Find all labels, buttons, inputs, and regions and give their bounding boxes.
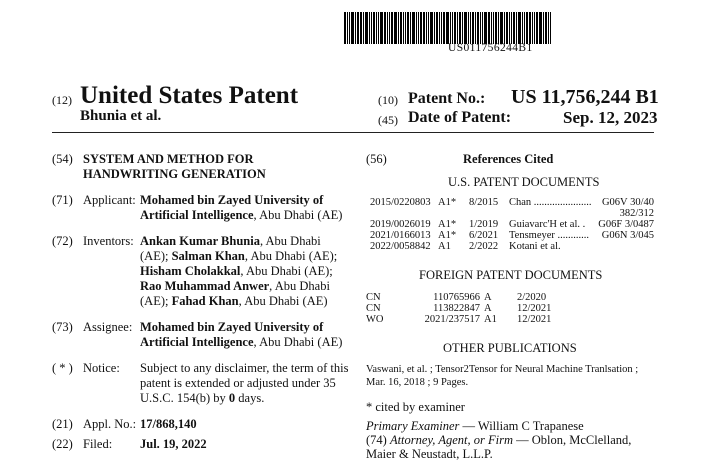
- primary-examiner: Primary Examiner — William C Trapanese: [366, 419, 584, 433]
- us-ref-cls: 382/312: [619, 208, 654, 219]
- us-ref-date: 1/2019: [469, 219, 499, 230]
- notice-line-2: patent is extended or adjusted under 35: [140, 376, 336, 390]
- title-line-2: HANDWRITING GENERATION: [83, 167, 266, 181]
- references-title: References Cited: [463, 152, 554, 166]
- barcode-bar: [464, 12, 467, 44]
- barcode-bar: [418, 12, 419, 44]
- applicant-line-1: Mohamed bin Zayed University of: [140, 193, 324, 207]
- us-docs-title: U.S. PATENT DOCUMENTS: [448, 175, 600, 189]
- barcode-bar: [532, 12, 533, 44]
- code-45: (45): [378, 113, 398, 127]
- barcode-bar: [439, 12, 440, 44]
- us-ref-name: Guiavarc'H et al. .: [509, 219, 586, 230]
- foreign-ref-country: CN: [366, 292, 381, 303]
- patent-date: Sep. 12, 2023: [563, 108, 658, 127]
- assignee-line-2: Artificial Intelligence, Abu Dhabi (AE): [140, 335, 343, 349]
- barcode-bar: [462, 12, 463, 44]
- barcode-bar: [347, 12, 348, 44]
- barcode-bar: [434, 12, 435, 44]
- barcode-bar: [355, 12, 356, 44]
- barcode-bar: [491, 12, 492, 44]
- us-ref-kind: A1*: [438, 197, 457, 208]
- barcode-bar: [534, 12, 535, 44]
- header-rule: [52, 132, 654, 133]
- inventors-line-1: Ankan Kumar Bhunia, Abu Dhabi: [140, 234, 321, 248]
- applicant-label: Applicant:: [83, 193, 136, 207]
- applicant-code: (71): [52, 193, 73, 207]
- barcode-bar: [500, 12, 503, 44]
- barcode-bar: [369, 12, 370, 44]
- barcode-bar: [344, 12, 346, 44]
- barcode-bar: [468, 12, 469, 44]
- foreign-ref-num: 110765966: [433, 292, 480, 303]
- assignee-line-1: Mohamed bin Zayed University of: [140, 320, 324, 334]
- us-ref-cls: G06F 3/0487: [598, 219, 654, 230]
- barcode-bar: [526, 12, 528, 44]
- assignee-code: (73): [52, 320, 73, 334]
- assignee-label: Assignee:: [83, 320, 133, 334]
- us-ref-num: 2021/0166013: [370, 230, 431, 241]
- barcode-bar: [410, 12, 411, 44]
- barcode-bar: [516, 12, 517, 44]
- inventors-line-5: (AE); Fahad Khan, Abu Dhabi (AE): [140, 294, 328, 308]
- barcode-bar: [454, 12, 456, 44]
- barcode-bar: [477, 12, 479, 44]
- barcode-bar: [539, 12, 542, 44]
- barcode-bar: [394, 12, 397, 44]
- barcode-bar: [373, 12, 375, 44]
- barcode-bar: [387, 12, 388, 44]
- barcode-bar: [357, 12, 359, 44]
- foreign-ref-date: 12/2021: [517, 314, 552, 325]
- appl-code: (21): [52, 417, 73, 431]
- us-ref-date: 6/2021: [469, 230, 499, 241]
- document-type: United States Patent: [80, 82, 299, 109]
- barcode-bar: [470, 12, 471, 44]
- barcode-bar: [504, 12, 505, 44]
- barcode-bar: [378, 12, 379, 44]
- code-10: (10): [378, 93, 398, 107]
- foreign-ref-country: CN: [366, 303, 381, 314]
- code-12: (12): [52, 93, 72, 107]
- us-ref-name: Kotani et al.: [509, 241, 561, 252]
- barcode-bar: [511, 12, 512, 44]
- title-code: (54): [52, 152, 73, 166]
- patent-number-label: Patent No.:: [408, 90, 486, 107]
- barcode-bar: [376, 12, 377, 44]
- us-ref-cls: G06V 30/40: [601, 197, 654, 208]
- us-ref-date: 2/2022: [469, 241, 499, 252]
- us-ref-num: 2015/0220803: [370, 197, 431, 208]
- barcode-bar: [398, 12, 399, 44]
- barcode-bar: [529, 12, 531, 44]
- barcode-bar: [441, 12, 442, 44]
- barcode-bar: [428, 12, 429, 44]
- barcode-bar: [484, 12, 487, 44]
- inventors-line-3: Hisham Cholakkal, Abu Dhabi (AE);: [140, 264, 333, 278]
- publication-line-2: Mar. 16, 2018 ; 9 Pages.: [366, 377, 469, 388]
- foreign-ref-kind: A1: [484, 314, 497, 325]
- us-ref-kind: A1*: [438, 219, 457, 230]
- us-ref-name: Tensmeyer ............: [509, 230, 590, 241]
- barcode-bar: [446, 12, 449, 44]
- barcode-bar: [506, 12, 508, 44]
- barcode-bar: [457, 12, 458, 44]
- barcode-bar: [430, 12, 433, 44]
- inventors-line-2: (AE); Salman Khan, Abu Dhabi (AE);: [140, 249, 338, 263]
- barcode-bar: [513, 12, 515, 44]
- appl-number: 17/868,140: [140, 417, 197, 431]
- inventors-line-4: Rao Muhammad Anwer, Abu Dhabi: [140, 279, 330, 293]
- barcode-bar: [545, 12, 547, 44]
- foreign-ref-date: 2/2020: [517, 292, 547, 303]
- other-publications-title: OTHER PUBLICATIONS: [443, 341, 577, 355]
- barcode-bar: [488, 12, 490, 44]
- barcode-bar: [420, 12, 422, 44]
- filed-code: (22): [52, 437, 73, 451]
- references-code: (56): [366, 152, 387, 166]
- barcode-bar: [371, 12, 372, 44]
- barcode-bar: [365, 12, 368, 44]
- us-ref-num: 2022/0058842: [370, 241, 431, 252]
- barcode-bar: [495, 12, 497, 44]
- barcode-bar: [482, 12, 483, 44]
- us-ref-name: Chan ......................: [509, 197, 592, 208]
- barcode-number: US011756244B1: [448, 42, 533, 54]
- foreign-docs-title: FOREIGN PATENT DOCUMENTS: [419, 268, 603, 282]
- barcode-bar: [405, 12, 406, 44]
- us-ref-cls: G06N 3/045: [601, 230, 654, 241]
- barcode-bar: [459, 12, 461, 44]
- barcode-bar: [518, 12, 521, 44]
- barcode-bar: [400, 12, 402, 44]
- barcode-bar: [351, 12, 354, 44]
- barcode-bar: [450, 12, 451, 44]
- barcode-bar: [380, 12, 383, 44]
- us-ref-kind: A1*: [438, 230, 457, 241]
- foreign-ref-kind: A: [484, 303, 492, 314]
- title-line-1: SYSTEM AND METHOD FOR: [83, 152, 254, 166]
- barcode-bar: [472, 12, 474, 44]
- foreign-ref-num: 113822847: [433, 303, 480, 314]
- barcode-bar: [536, 12, 538, 44]
- barcode-bar: [452, 12, 453, 44]
- barcode-bar: [349, 12, 350, 44]
- foreign-ref-kind: A: [484, 292, 492, 303]
- cited-by-examiner: * cited by examiner: [366, 400, 465, 414]
- barcode-bar: [360, 12, 362, 44]
- barcode-bar: [391, 12, 393, 44]
- publication-line-1: Vaswani, et al. ; Tensor2Tensor for Neural Machine Tranlsation ;: [366, 364, 639, 375]
- barcode-bar: [384, 12, 386, 44]
- notice-label: Notice:: [83, 361, 120, 375]
- attorney-line-2: Maier & Neustadt, L.L.P.: [366, 447, 493, 461]
- date-label: Date of Patent:: [408, 109, 512, 126]
- us-ref-date: 8/2015: [469, 197, 499, 208]
- foreign-ref-date: 12/2021: [517, 303, 552, 314]
- filed-label: Filed:: [83, 437, 113, 451]
- us-ref-kind: A1: [438, 241, 451, 252]
- barcode-bar: [498, 12, 499, 44]
- barcode-bar: [475, 12, 476, 44]
- foreign-ref-num: 2021/237517: [424, 314, 480, 325]
- applicant-line-2: Artificial Intelligence, Abu Dhabi (AE): [140, 208, 343, 222]
- patent-number: US 11,756,244 B1: [511, 86, 659, 108]
- barcode-bar: [550, 12, 551, 44]
- us-ref-num: 2019/0026019: [370, 219, 431, 230]
- inventors-code: (72): [52, 234, 73, 248]
- filed-date: Jul. 19, 2022: [140, 437, 207, 451]
- notice-line-3: U.S.C. 154(b) by 0 days.: [140, 391, 265, 405]
- notice-code: ( * ): [52, 361, 73, 375]
- barcode-bar: [543, 12, 544, 44]
- barcode-bar: [403, 12, 404, 44]
- barcode-bar: [407, 12, 409, 44]
- barcode-bar: [423, 12, 425, 44]
- barcode-bar: [524, 12, 525, 44]
- inventors-label: Inventors:: [83, 234, 134, 248]
- barcode-bar: [416, 12, 417, 44]
- barcode-bar: [443, 12, 445, 44]
- barcode-bar: [412, 12, 415, 44]
- barcode-bar: [548, 12, 549, 44]
- appl-label: Appl. No.:: [83, 417, 137, 431]
- barcode: [344, 12, 606, 44]
- barcode-bar: [389, 12, 390, 44]
- notice-line-1: Subject to any disclaimer, the term of this: [140, 361, 349, 375]
- foreign-ref-country: WO: [366, 314, 384, 325]
- attorney-line-1: (74) Attorney, Agent, or Firm — Oblon, McClelland,: [366, 433, 632, 447]
- barcode-bar: [363, 12, 364, 44]
- inventor-short: Bhunia et al.: [80, 108, 162, 124]
- barcode-bar: [493, 12, 494, 44]
- barcode-bar: [426, 12, 427, 44]
- barcode-bar: [480, 12, 481, 44]
- barcode-bar: [436, 12, 438, 44]
- barcode-bar: [522, 12, 523, 44]
- barcode-bar: [509, 12, 510, 44]
